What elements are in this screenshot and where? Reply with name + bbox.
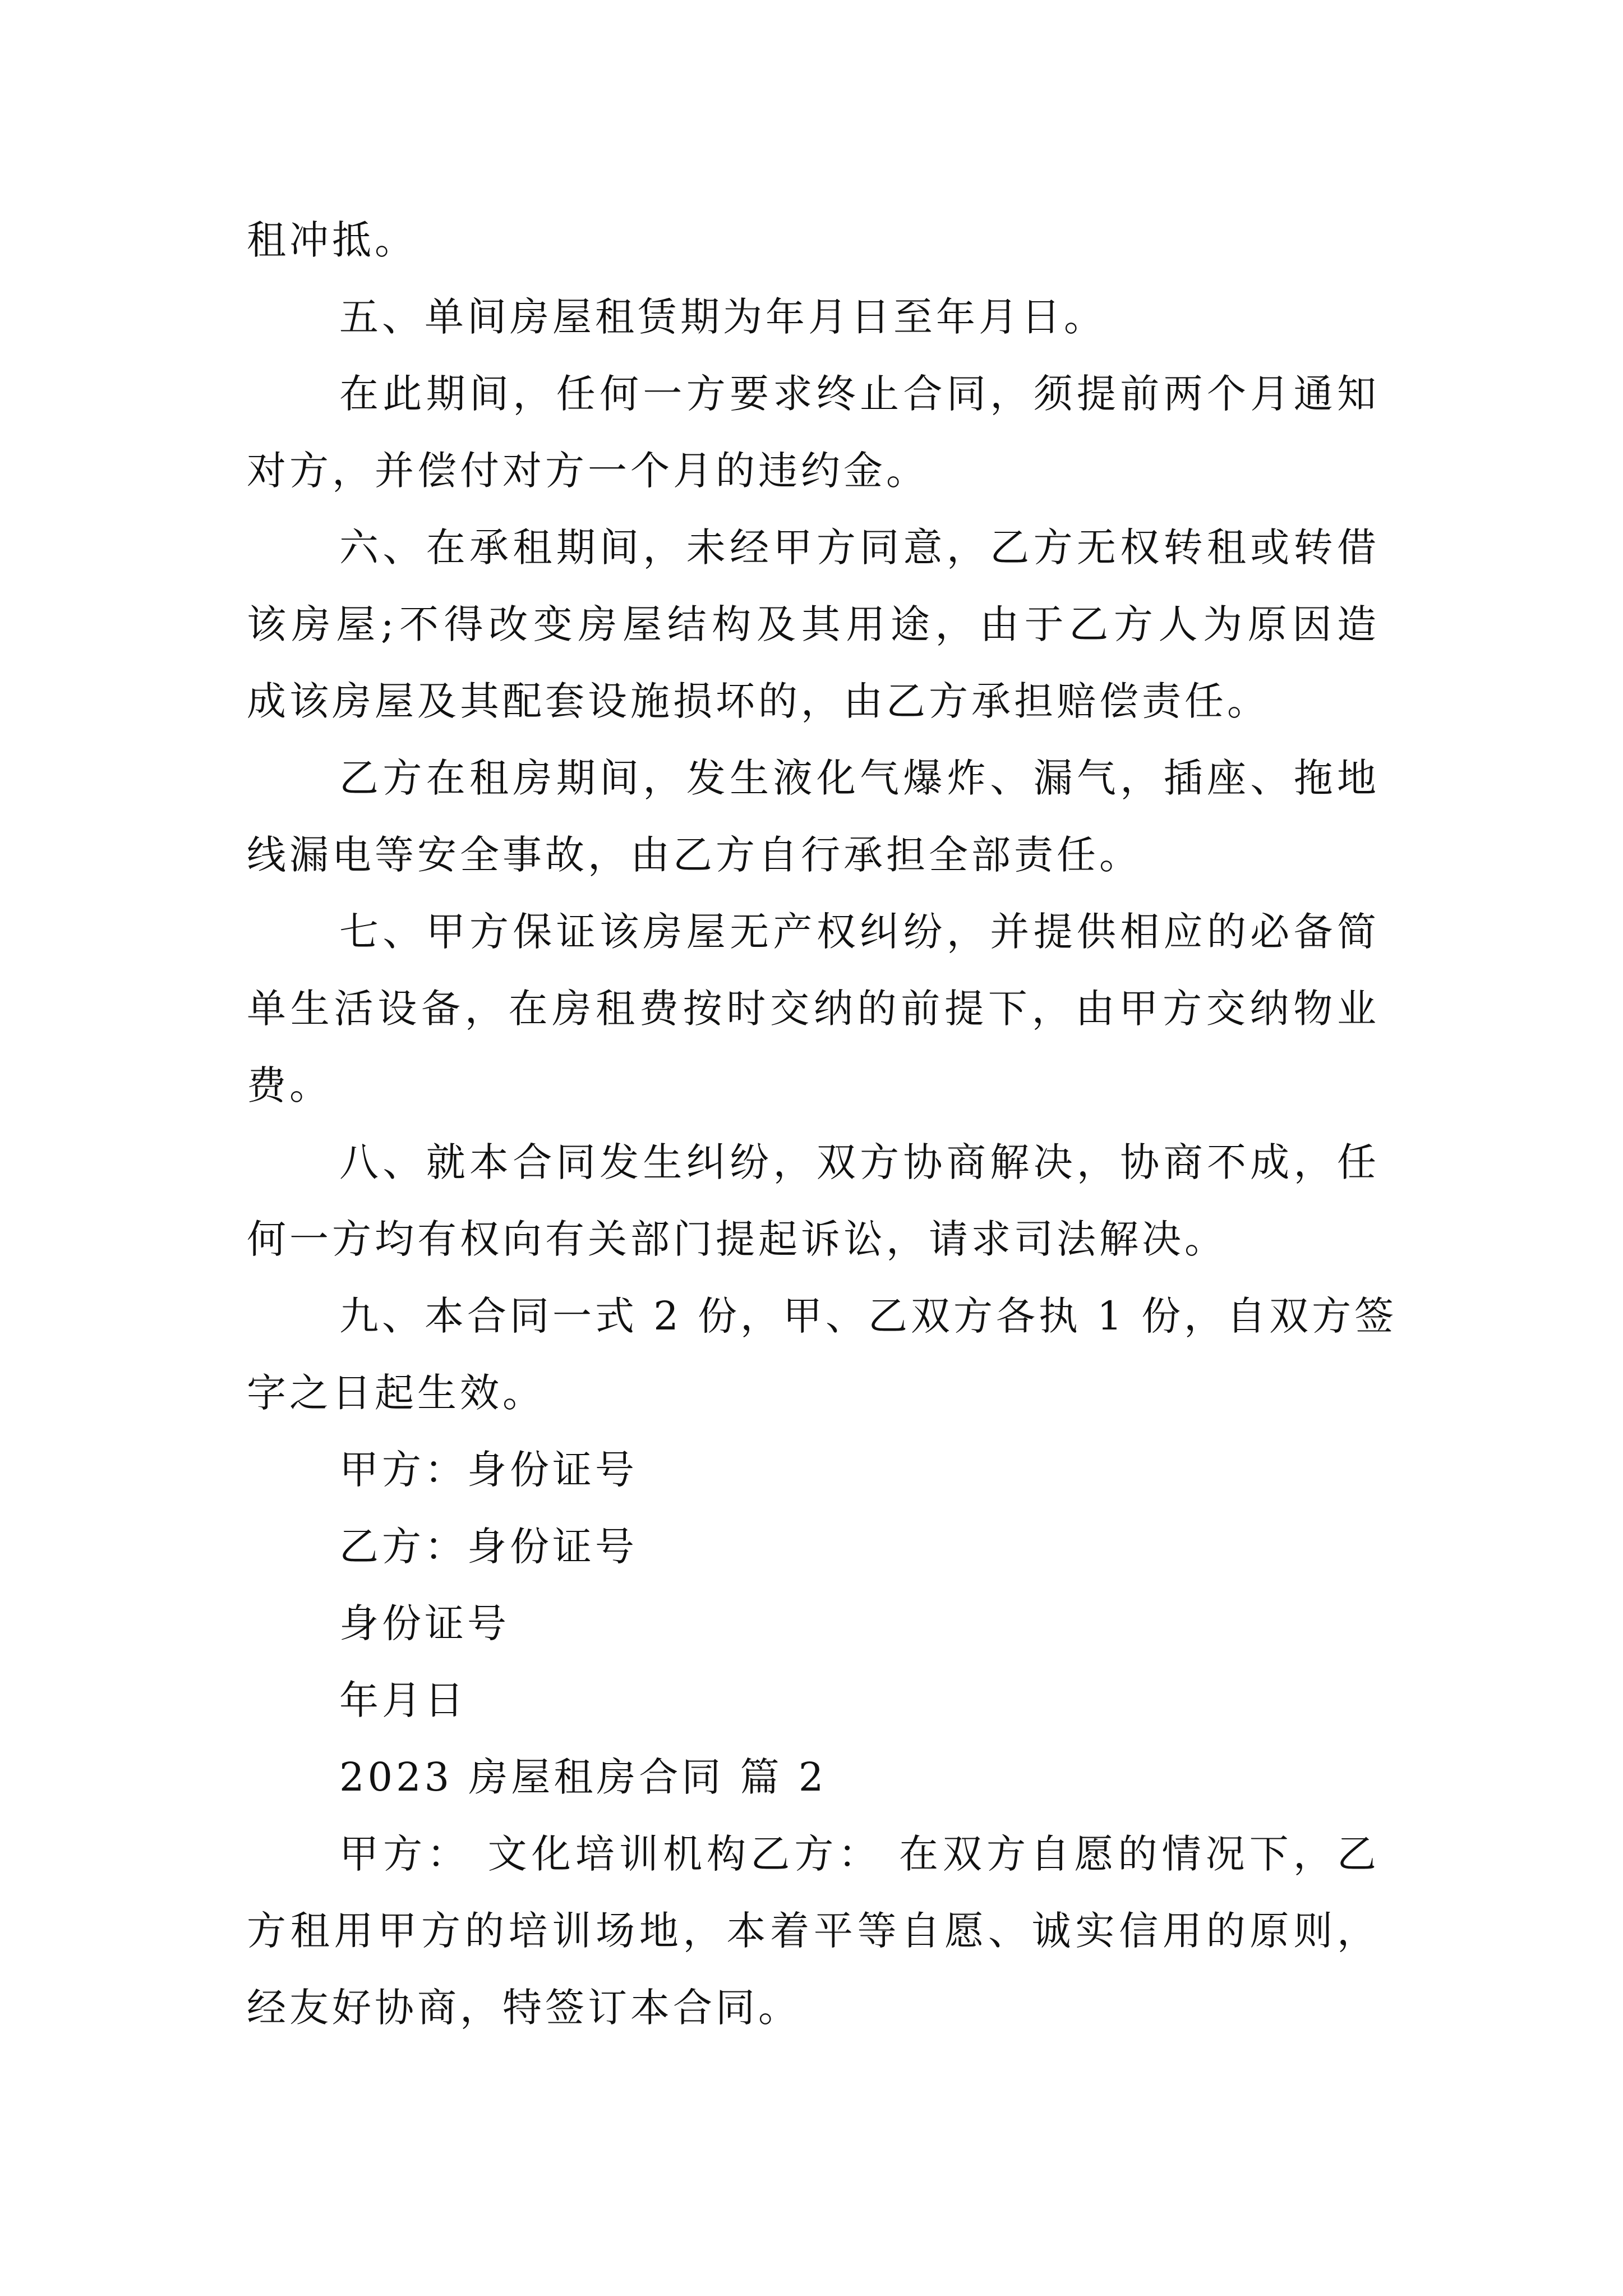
text-line: 租冲抵。 bbox=[247, 217, 417, 263]
text-line: 单生活设备，在房租费按时交纳的前提下，由甲方交纳物业 bbox=[247, 986, 1380, 1032]
text-line: 身份证号 bbox=[339, 1600, 510, 1646]
text-line: 九、本合同一式 2 份，甲、乙双方各执 1 份，自双方签 bbox=[339, 1293, 1398, 1339]
text-line: 甲方：身份证号 bbox=[339, 1447, 638, 1493]
text-line: 该房屋;不得改变房屋结构及其用途，由于乙方人为原因造 bbox=[247, 601, 1380, 647]
text-line: 方租用甲方的培训场地，本着平等自愿、诚实信用的原则， bbox=[247, 1908, 1380, 1954]
text-line: 六、在承租期间，未经甲方同意，乙方无权转租或转借 bbox=[339, 524, 1380, 570]
text-line: 何一方均有权向有关部门提起诉讼，请求司法解决。 bbox=[247, 1216, 1227, 1262]
section-heading: 2023 房屋租房合同 篇 2 bbox=[339, 1754, 827, 1800]
text-line: 费。 bbox=[247, 1062, 332, 1108]
text-line: 成该房屋及其配套设施损坏的，由乙方承担赔偿责任。 bbox=[247, 678, 1270, 724]
text-line: 经友好协商，特签订本合同。 bbox=[247, 1985, 801, 2031]
text-line: 字之日起生效。 bbox=[247, 1370, 545, 1416]
text-line: 七、甲方保证该房屋无产权纠纷，并提供相应的必备简 bbox=[339, 909, 1380, 955]
text-line: 五、单间房屋租赁期为年月日至年月日。 bbox=[339, 294, 1106, 340]
text-line: 乙方：身份证号 bbox=[339, 1524, 638, 1570]
text-line: 乙方在租房期间，发生液化气爆炸、漏气，插座、拖地 bbox=[339, 755, 1380, 801]
text-line: 年月日 bbox=[339, 1677, 467, 1723]
text-line: 线漏电等安全事故，由乙方自行承担全部责任。 bbox=[247, 832, 1142, 878]
text-line: 八、就本合同发生纠纷，双方协商解决，协商不成，任 bbox=[339, 1139, 1380, 1185]
text-line: 对方，并偿付对方一个月的违约金。 bbox=[247, 448, 929, 494]
text-line: 甲方： 文化培训机构乙方： 在双方自愿的情况下，乙 bbox=[339, 1831, 1380, 1877]
text-line: 在此期间，任何一方要求终止合同，须提前两个月通知 bbox=[339, 371, 1380, 417]
